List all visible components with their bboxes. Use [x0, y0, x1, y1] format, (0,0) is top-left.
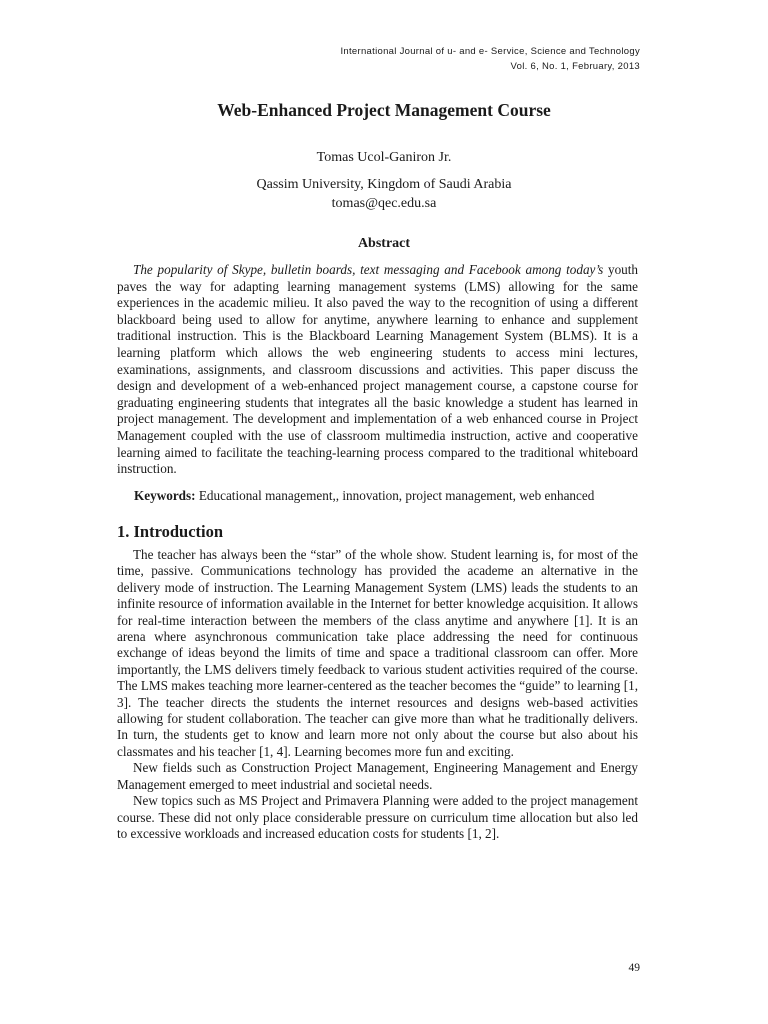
paragraph: New topics such as MS Project and Primavera Planning were added to the project management course. These did not only place considerable pressure on curriculum time allocation but also led to excessive workloads and increased education costs for students [1, 2].	[117, 793, 638, 841]
paragraph: New fields such as Construction Project Management, Engineering Management and Energy Management emerged to meet industrial and societal needs.	[117, 760, 638, 792]
paragraph: The teacher has always been the “star” of the whole show. Student learning is, for most of the time, passive. Communications technology has provided the academe an alternative in the delivery mode of instruction. The Learning Management System (LMS) leads the students to an infinite resource of information available in the Internet for better knowledge acquisition. It allows for real-time interaction between the members of the class anytime and anywhere [1]. It is an arena where asynchronous communication take place addressing the need for continuous exchange of ideas beyond the limits of time and space a traditional classroom can offer. More importantly, the LMS delivers timely feedback to various student activities required of the course. The LMS makes teaching more learner-centered as the teacher becomes the “guide” to learning [1, 3]. The teacher directs the students the internet resources and designs web-based activities allowing for student collaboration. The teacher can give more than what he traditionally delivers. In turn, the students get to know and learn more not only about the course but also about his classmates and his teacher [1, 4]. Learning becomes more fun and exciting.	[117, 547, 638, 759]
introduction-body	[117, 547, 638, 842]
section-heading-introduction: 1. Introduction	[117, 522, 224, 541]
abstract-text: youth paves the way for adapting learning management systems (LMS) allowing for the same experiences in the academic milieu. It also paved the way to the recognition of using a different blackboard being used to allow for anytime, anywhere learning to enhance and supplement traditional instruction. This is the Blackboard Learning Management System (BLMS). It is a learning platform which allows the web engineering students to access mini lectures, examinations, assignments, and classroom discussions and activities. This paper discuss the design and development of a web-enhanced project management course, a capstone course for graduating engineering students that integrates all the basic knowledge a student has learned in project management. The development and implementation of a web enhanced course in Project Management coupled with the use of classroom multimedia instruction, active and cooperative learning aimed to facilitate the teaching-learning process compared to the traditional whiteboard instruction.	[117, 262, 639, 477]
page-number: 49	[628, 962, 640, 974]
abstract-lead: The popularity of Skype, bulletin boards, text messaging and Facebook among today’s	[133, 262, 604, 277]
author-email: tomas@qec.edu.sa	[331, 196, 437, 211]
author-name: Tomas Ucol-Ganiron Jr.	[316, 150, 452, 165]
journal-header	[340, 44, 640, 74]
affiliation: Qassim University, Kingdom of Saudi Arabia	[256, 177, 512, 192]
keywords	[134, 488, 644, 504]
journal-volume: Vol. 6, No. 1, February, 2013	[510, 61, 640, 72]
journal-name: International Journal of u- and e- Service, Science and Technology	[340, 46, 640, 57]
author-info	[0, 175, 768, 213]
abstract-body	[117, 262, 638, 478]
keywords-text: Educational management,, innovation, project management, web enhanced	[198, 488, 595, 503]
keywords-label: Keywords:	[134, 488, 196, 503]
abstract-heading: Abstract	[357, 236, 411, 251]
paper-title: Web-Enhanced Project Management Course	[217, 100, 551, 120]
